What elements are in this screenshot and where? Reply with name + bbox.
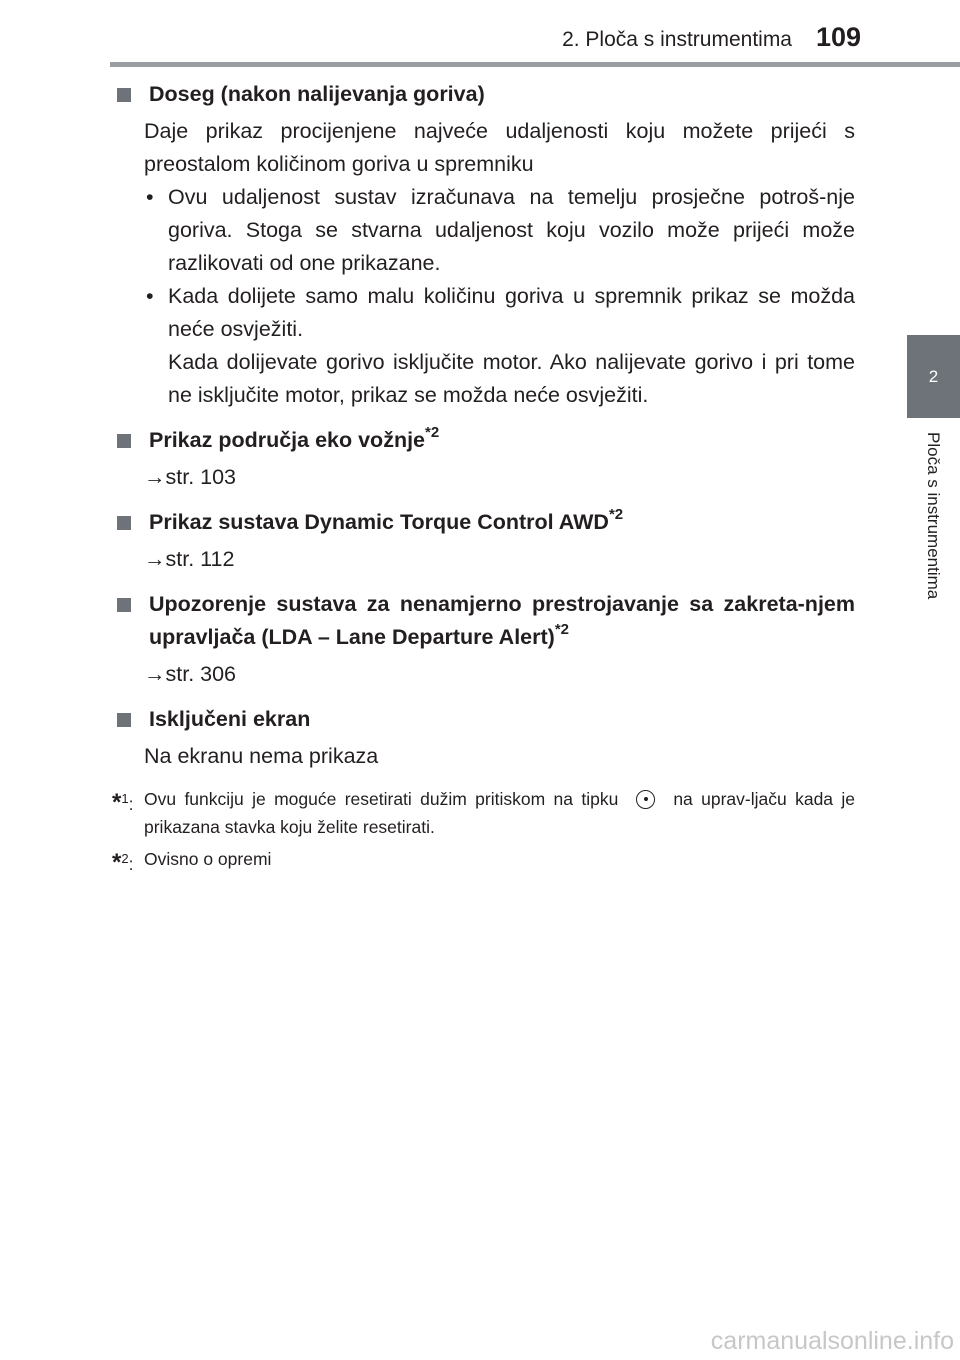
section-body: Daje prikaz procijenjene najveće udaljenosti koju možete prijeći s preostalom količinom goriva u spremniku [144,119,855,176]
watermark: carmanualsonline.info [710,1327,954,1355]
section-heading: Doseg (nakon nalijevanja goriva) [112,78,855,111]
section-body: Na ekranu nema prikaza [144,744,379,768]
footnote-marker: *$^2$: [112,848,134,876]
bullet-item: • Kada dolijete samo malu količinu goriva u spremnik prikaz se možda neće osvježiti. Kada dolijevate gorivo isključite motor. Ako nalijevate gorivo i pri tome ne isključite motor, prikaz se možda neće osvježiti. [144,280,855,412]
section-heading: Prikaz područja eko vožnje$^{*2}$ [112,424,855,457]
square-bullet-icon [117,598,131,612]
bullet-dot-icon: • [146,284,154,308]
chapter-tab-label: Ploča s instrumentima [924,432,943,600]
bullet-dot-icon: • [146,185,154,209]
footnote-marker: *$^1$: [112,788,134,816]
footnote-ref[interactable]: *2 [425,423,440,441]
footnote: *$^2$: Ovisno o opremi [112,845,855,878]
square-bullet-icon [117,516,131,530]
section-heading: Upozorenje sustava za nenamjerno prestrojavanje sa zakreta-njem upravljača (LDA – Lane Departure Alert)$^{*2}$ [112,588,855,654]
footnote-ref[interactable]: *2 [554,620,570,638]
page-reference-link[interactable]: →str. 103 [144,465,237,489]
page-reference-link[interactable]: →str. 306 [144,662,237,686]
header-rule [110,62,960,67]
ok-button-icon [636,790,655,809]
chapter-tab-number: 2 [907,335,960,418]
section-heading: Prikaz sustava Dynamic Torque Control AWD$^{*2}$ [112,506,855,539]
section-heading: Isključeni ekran [112,703,855,736]
square-bullet-icon [117,88,131,102]
footnote: *$^1$: Ovu funkciju je moguće resetirati dužim pritiskom na tipku na uprav-ljaču kada je prikazana stavka koju želite resetirati. [112,785,855,841]
square-bullet-icon [117,713,131,727]
page-content [112,78,855,878]
footnote-ref[interactable]: *2 [608,505,624,523]
page-number: 109 [816,22,862,52]
chapter-tab [907,418,960,648]
page-reference-link[interactable]: →str. 112 [144,547,235,571]
bullet-item: • Ovu udaljenost sustav izračunava na temelju prosječne potroš-nje goriva. Stoga se stvarna udaljenost koju vozilo može prijeći može razlikovati od one prikazane. [144,181,855,280]
square-bullet-icon [117,434,131,448]
section-title: 2. Ploča s instrumentima [562,28,792,51]
